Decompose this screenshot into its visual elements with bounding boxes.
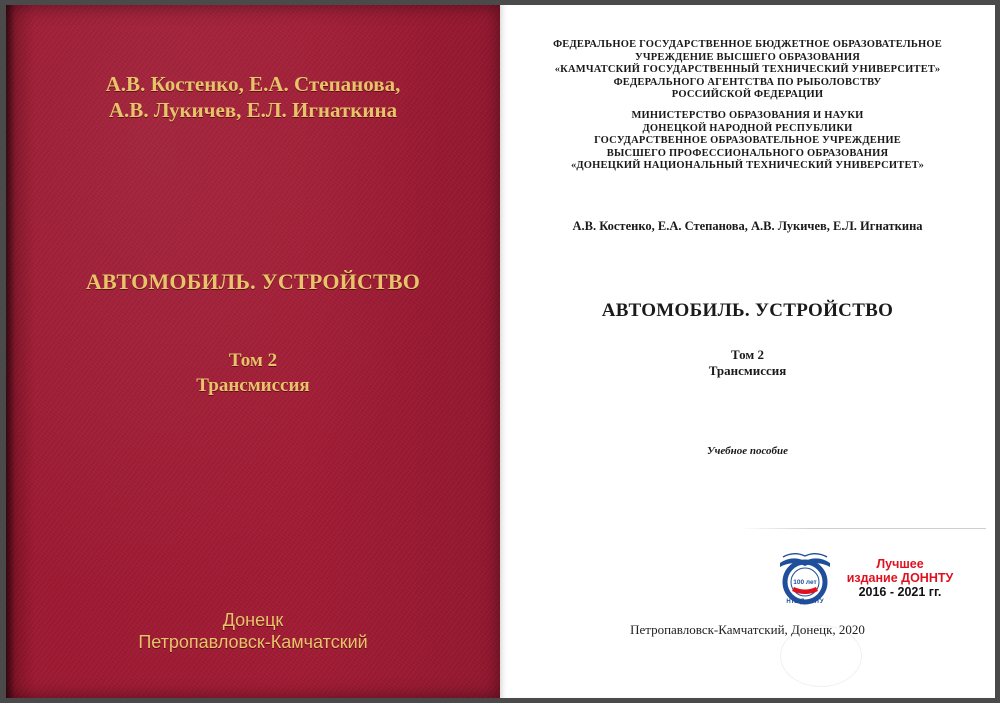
book-logo-icon: [772, 545, 838, 605]
award-line2: издание ДОННТУ: [846, 571, 954, 585]
institution2-line: ГОСУДАРСТВЕННОЕ ОБРАЗОВАТЕЛЬНОЕ УЧРЕЖДЕНИЕ: [594, 135, 901, 146]
logo-text: НТБ ДонНТУ: [786, 599, 824, 605]
institution1-line: РОССИЙСКОЙ ФЕДЕРАЦИИ: [671, 89, 824, 100]
award-line1: Лучшее: [876, 557, 924, 571]
logo-years: 100 лет: [793, 579, 817, 586]
institution2-line: ВЫСШЕГО ПРОФЕССИОНАЛЬНОГО ОБРАЗОВАНИЯ: [606, 147, 889, 159]
institution2-line: МИНИСТЕРСТВО ОБРАЗОВАНИЯ И НАУКИ: [631, 110, 864, 121]
cover-authors: [6, 71, 500, 123]
book-cover: [6, 5, 500, 698]
imprint: Петропавловск-Камчатский, Донецк, 2020: [630, 622, 865, 637]
cover-authors-line1: А.В. Костенко, Е.А. Степанова,: [105, 72, 401, 96]
cover-subtitle: Трансмиссия: [196, 375, 310, 396]
document-type: Учебное пособие: [706, 445, 789, 457]
institution1-line: «КАМЧАТСКИЙ ГОСУДАРСТВЕННЫЙ ТЕХНИЧЕСКИЙ УНИВЕРСИТЕТ»: [554, 64, 941, 75]
page-volume-block: [500, 347, 995, 379]
institution1-line: ФЕДЕРАЛЬНОЕ ГОСУДАРСТВЕННОЕ БЮДЖЕТНОЕ ОБРАЗОВАТЕЛЬНОЕ: [553, 39, 942, 50]
cover-volume: Том 2: [228, 350, 278, 371]
institution-block-1: [500, 39, 995, 102]
page-volume: Том 2: [731, 347, 764, 362]
cover-city: [6, 609, 500, 653]
cover-authors-line2: А.В. Лукичев, Е.Л. Игнаткина: [108, 98, 398, 122]
award-badge: [836, 557, 964, 599]
award-years: 2016 - 2021 гг.: [858, 585, 942, 599]
page-title: АВТОМОБИЛЬ. УСТРОЙСТВО: [601, 300, 894, 321]
institution1-line: ФЕДЕРАЛЬНОГО АГЕНТСТВА ПО РЫБОЛОВСТВУ: [613, 76, 882, 88]
cover-city-line2: Петропавловск-Камчатский: [138, 632, 368, 652]
institution1-line: УЧРЕЖДЕНИЕ ВЫСШЕГО ОБРАЗОВАНИЯ: [634, 51, 861, 63]
page-divider: [738, 528, 986, 529]
institution2-line: «ДОНЕЦКИЙ НАЦИОНАЛЬНЫЙ ТЕХНИЧЕСКИЙ УНИВЕРСИТЕТ»: [570, 160, 925, 171]
cover-city-line1: Донецк: [222, 610, 284, 630]
cover-volume-block: [6, 348, 500, 398]
cover-title: АВТОМОБИЛЬ. УСТРОЙСТВО: [85, 269, 421, 294]
page-authors: А.В. Костенко, Е.А. Степанова, А.В. Лукичев, Е.Л. Игнаткина: [572, 219, 923, 233]
institution2-line: ДОНЕЦКОЙ НАРОДНОЙ РЕСПУБЛИКИ: [642, 122, 853, 134]
page-subtitle: Трансмиссия: [708, 363, 787, 378]
institution-block-2: [500, 110, 995, 173]
faint-stamp: [780, 625, 862, 687]
